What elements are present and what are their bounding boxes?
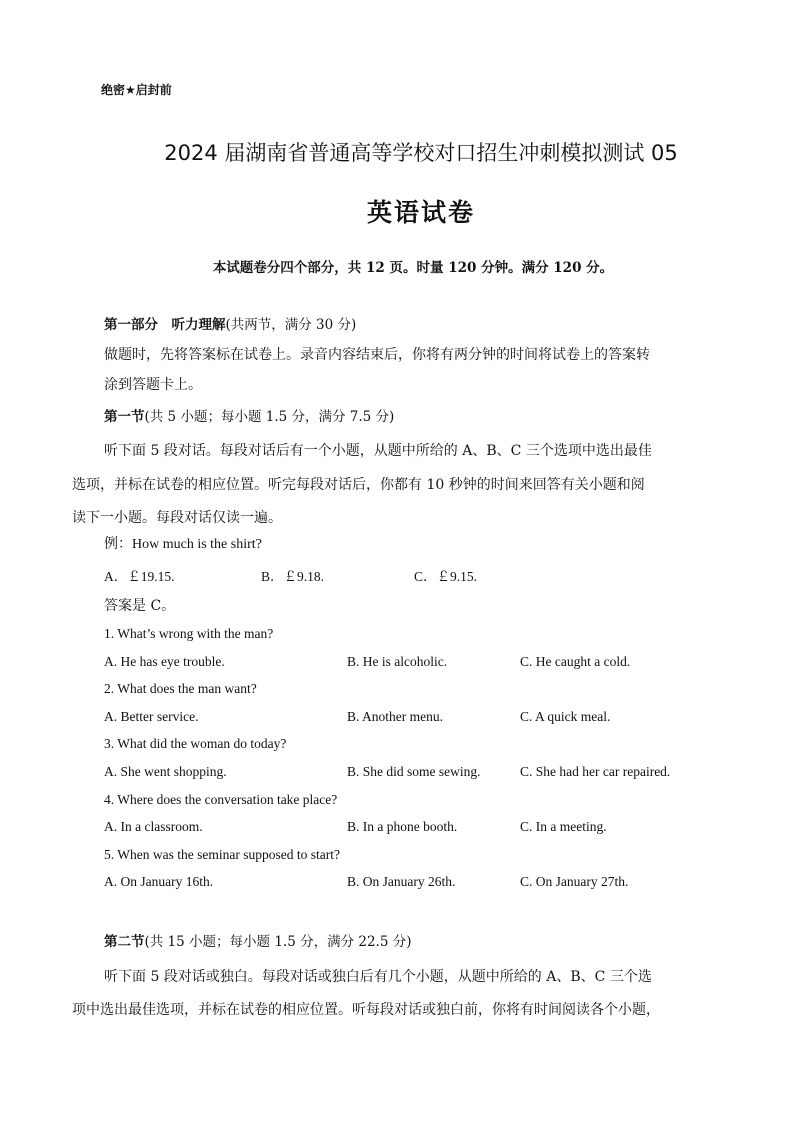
part1-instruction-line2: 涂到答题卡上。 [104,377,202,393]
question-4-option-c: C. In a meeting. [520,819,607,834]
section1-heading-rest: (共 5 小题；每小题 1.5 分，满分 7.5 分) [144,409,395,425]
question-1-option-c: C. He caught a cold. [520,654,631,669]
question-3-option-a: A. She went shopping. [104,764,227,779]
example-question-text: How much is the shirt? [132,537,262,552]
question-4-option-a: A. In a classroom. [104,819,203,834]
question-3-option-c: C. She had her car repaired. [520,764,671,779]
section2-heading-rest: (共 15 小题；每小题 1.5 分，满分 22.5 分) [144,934,412,950]
subject-title: 英语试卷 [366,198,475,227]
question-5: 5. When was the seminar supposed to start? [104,847,340,862]
section1-heading [104,405,394,425]
part1-heading [104,313,356,333]
question-3: 3. What did the woman do today? [104,736,287,751]
section1-line1: 听下面 5 段对话。每段对话后有一个小题，从题中所给的 A、B、C 三个选项中选出最佳 [104,443,652,459]
section1-heading-bold: 第一节 [104,409,145,425]
section1-line2: 选项，并标在试卷的相应位置。听完每段对话后，你都有 10 秒钟的时间来回答有关小题和阅 [72,477,645,493]
question-5-option-b: B. On January 26th. [347,874,456,889]
part1-instruction-line1: 做题时，先将答案标在试卷上。录音内容结束后，你将有两分钟的时间将试卷上的答案转 [104,347,650,363]
exam-title: 2024 届湖南省普通高等学校对口招生冲刺模拟测试 05 [164,141,678,165]
question-4-option-b: B. In a phone booth. [347,819,458,834]
section2-heading-bold: 第二节 [104,934,145,950]
example-option-c: C．￡9.15. [414,569,478,584]
question-1: 1. What’s wrong with the man? [104,626,274,641]
question-2-option-a: A. Better service. [104,709,199,724]
example-label: 例： [104,536,132,552]
part1-heading-rest: (共两节，满分 30 分) [225,317,357,333]
question-1-option-a: A. He has eye trouble. [104,654,225,669]
confidential-label: 绝密★启封前 [101,83,172,97]
section2-heading [104,930,412,950]
section2-line1: 听下面 5 段对话或独白。每段对话或独白后有几个小题，从题中所给的 A、B、C 三个选 [104,969,652,985]
example-option-b: B．￡9.18. [261,569,325,584]
question-2-option-b: B. Another menu. [347,709,443,724]
question-5-option-a: A. On January 16th. [104,874,214,889]
question-3-option-b: B. She did some sewing. [347,764,481,779]
question-2-option-c: C. A quick meal. [520,709,611,724]
example-option-a: A．￡19.15. [104,569,175,584]
question-1-option-b: B. He is alcoholic. [347,654,448,669]
question-2: 2. What does the man want? [104,681,257,696]
exam-info: 本试题卷分四个部分，共 12 页。时量 120 分钟。满分 120 分。 [212,260,614,276]
example-question [104,533,262,553]
question-4: 4. Where does the conversation take place? [104,792,338,807]
part1-heading-bold: 第一部分 听力理解 [104,317,226,333]
section2-line2: 项中选出最佳选项，并标在试卷的相应位置。听每段对话或独白前，你将有时间阅读各个小题， [72,1002,660,1018]
example-answer: 答案是 C。 [104,598,176,614]
section1-line3: 读下一小题。每段对话仅读一遍。 [72,510,282,526]
question-5-option-c: C. On January 27th. [520,874,629,889]
